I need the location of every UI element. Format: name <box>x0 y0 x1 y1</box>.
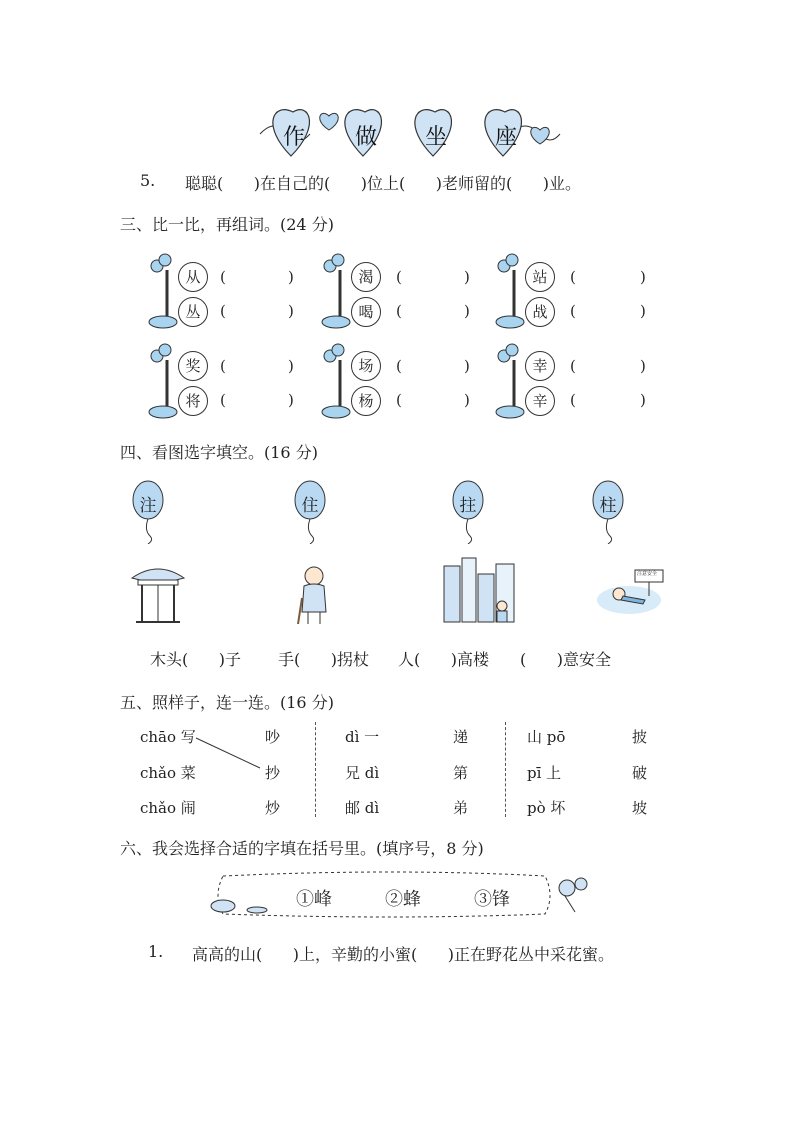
paren-open: ( <box>570 268 576 286</box>
match-left: chǎo 闹 <box>140 799 196 817</box>
pair-top-char: 站 <box>525 262 555 292</box>
match-left: chǎo 菜 <box>140 764 196 782</box>
match-right: 破 <box>632 764 648 782</box>
paren-close: ) <box>288 357 294 375</box>
flower-stem-icon <box>145 342 185 422</box>
q5-sentence: 聪聪( )在自己的( )位上( )老师留的( )业。 <box>185 174 582 193</box>
pair-top-char: 从 <box>178 262 208 292</box>
pair-bottom-char: 战 <box>525 297 555 327</box>
paren-close: ) <box>288 268 294 286</box>
paren-close: ) <box>464 357 470 375</box>
pair-top-char: 渴 <box>351 262 381 292</box>
pair-bottom-char: 将 <box>178 386 208 416</box>
paren-open: ( <box>396 268 402 286</box>
city-buildings-icon <box>440 556 522 626</box>
section-6-title: 六、我会选择合适的字填在括号里。(填序号，8 分) <box>120 839 484 858</box>
flower-stem-icon <box>318 252 358 332</box>
heart-char-4: 座 <box>495 125 518 150</box>
match-right: 坡 <box>632 799 648 817</box>
section-3-title: 三、比一比，再组词。(24 分) <box>120 215 334 234</box>
paren-open: ( <box>220 391 226 409</box>
pavilion-icon <box>128 562 188 626</box>
paren-close: ) <box>464 391 470 409</box>
paren-open: ( <box>396 357 402 375</box>
section-4-title: 四、看图选字填空。(16 分) <box>120 443 318 462</box>
match-left: dì 一 <box>345 728 380 746</box>
paren-close: ) <box>640 391 646 409</box>
paren-close: ) <box>288 302 294 320</box>
heart-char-3: 坐 <box>425 125 448 150</box>
option-2: ②蜂 <box>385 889 421 910</box>
picture-label-2: 手( )拐杖 <box>278 650 370 669</box>
match-right: 炒 <box>265 799 281 817</box>
flower-stem-icon <box>492 342 532 422</box>
option-1: ①峰 <box>296 889 332 910</box>
balloon-char-2: 住 <box>301 496 319 516</box>
pair-top-char: 奖 <box>178 351 208 381</box>
pair-bottom-char: 丛 <box>178 297 208 327</box>
match-right: 第 <box>453 764 469 782</box>
match-right: 抄 <box>265 764 281 782</box>
pair-bottom-char: 辛 <box>525 386 555 416</box>
match-left: 邮 dì <box>345 799 380 817</box>
match-left: 山 pō <box>527 728 566 746</box>
q1-sentence: 高高的山( )上，辛勤的小蜜( )正在野花丛中采花蜜。 <box>192 945 615 964</box>
paren-open: ( <box>220 357 226 375</box>
balloon-char-4: 柱 <box>599 496 617 516</box>
paren-close: ) <box>464 268 470 286</box>
paren-open: ( <box>396 391 402 409</box>
safety-sign-text: 注意安全 <box>637 571 658 577</box>
paren-close: ) <box>640 357 646 375</box>
picture-label-1: 木头( )子 <box>150 650 242 669</box>
dashed-divider <box>505 722 506 817</box>
option-3: ③锋 <box>474 889 510 910</box>
match-left: 兄 dì <box>345 764 380 782</box>
match-right: 弟 <box>453 799 469 817</box>
paren-close: ) <box>288 391 294 409</box>
match-left: chāo 写 <box>140 728 196 746</box>
paren-open: ( <box>220 302 226 320</box>
flower-stem-icon <box>318 342 358 422</box>
paren-open: ( <box>396 302 402 320</box>
paren-open: ( <box>220 268 226 286</box>
match-left: pò 坏 <box>527 799 566 817</box>
section-5-title: 五、照样子，连一连。(16 分) <box>120 693 334 712</box>
dashed-divider <box>315 722 316 817</box>
match-left: pī 上 <box>527 764 562 782</box>
q5-number: 5. <box>140 171 156 190</box>
flower-stem-icon <box>145 252 185 332</box>
match-right: 披 <box>632 728 648 746</box>
heart-banner <box>255 98 565 166</box>
old-man-with-cane-icon <box>292 562 336 626</box>
paren-close: ) <box>464 302 470 320</box>
balloon-char-1: 注 <box>139 496 157 516</box>
q1-number: 1. <box>148 942 164 961</box>
paren-open: ( <box>570 357 576 375</box>
pair-bottom-char: 杨 <box>351 386 381 416</box>
picture-label-3: 人( )高楼 <box>398 650 490 669</box>
pair-bottom-char: 喝 <box>351 297 381 327</box>
paren-close: ) <box>640 268 646 286</box>
heart-char-1: 作 <box>283 125 306 150</box>
match-right: 吵 <box>265 728 281 746</box>
flower-stem-icon <box>492 252 532 332</box>
balloon-char-3: 拄 <box>459 496 477 516</box>
pair-top-char: 幸 <box>525 351 555 381</box>
match-right: 递 <box>453 728 469 746</box>
pair-top-char: 场 <box>351 351 381 381</box>
picture-label-4: ( )意安全 <box>520 650 612 669</box>
paren-open: ( <box>570 302 576 320</box>
heart-char-2: 做 <box>355 125 378 150</box>
paren-close: ) <box>640 302 646 320</box>
example-connect-line <box>194 736 264 772</box>
paren-open: ( <box>570 391 576 409</box>
